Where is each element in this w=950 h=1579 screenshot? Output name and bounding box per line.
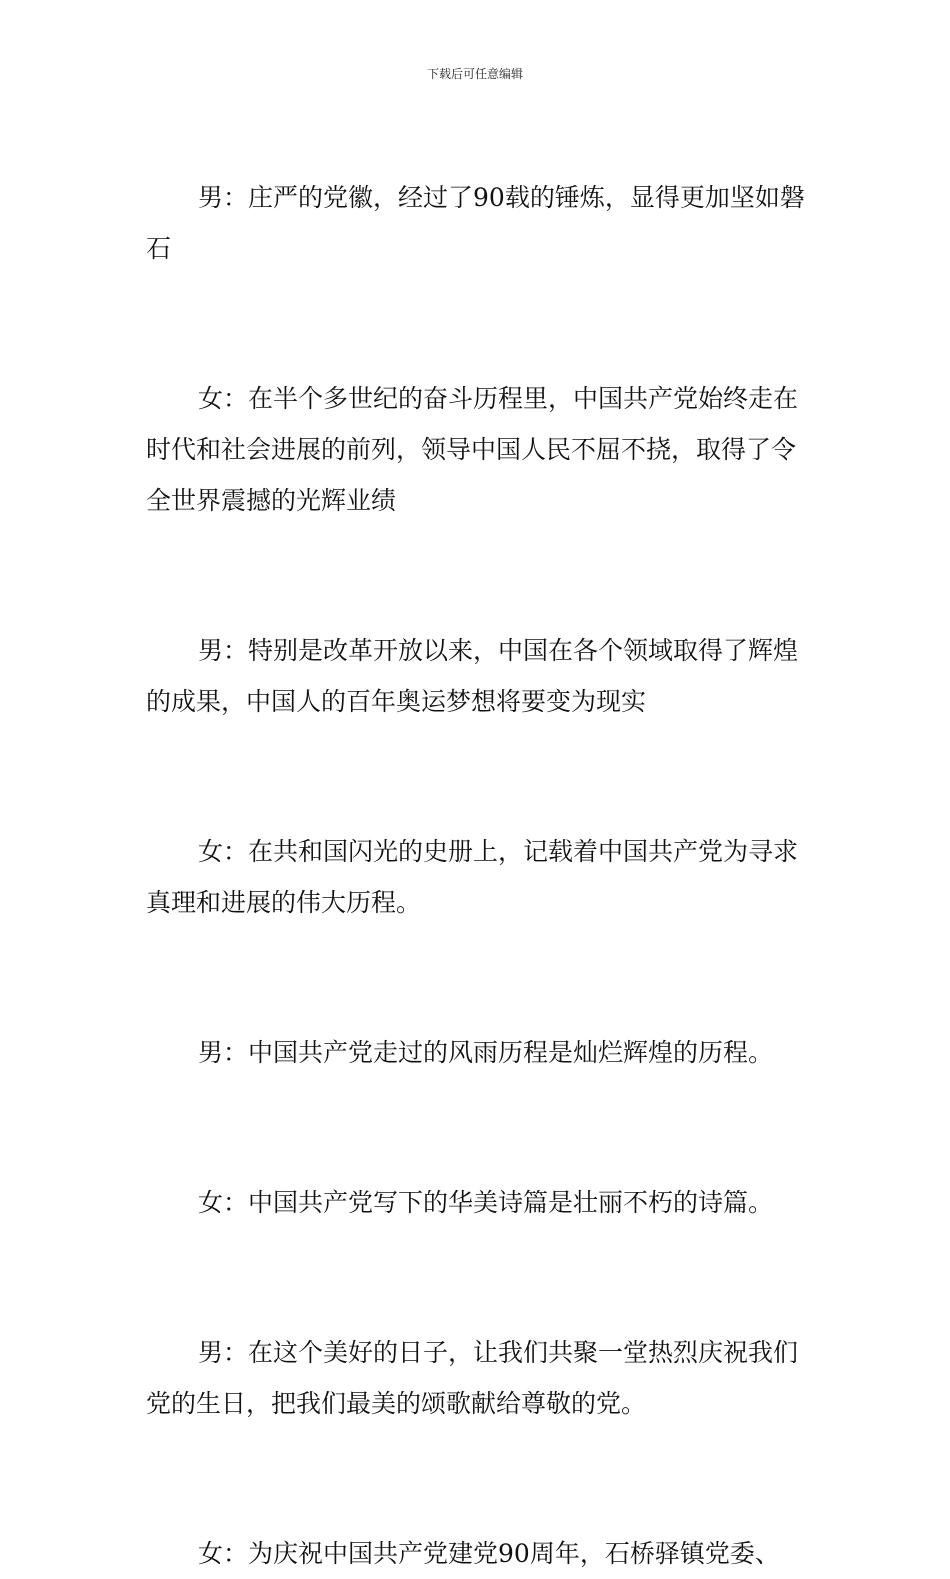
paragraph: [146, 373, 810, 526]
paragraph: [146, 625, 810, 727]
paragraph: [146, 1177, 810, 1228]
paragraph-text: 在半个多世纪的奋斗历程里，中国共产党始终走在时代和社会进展的前列，领导中国人民不屈不挠，取得了令全世界震撼的光辉业绩: [146, 384, 799, 515]
paragraph: [146, 1528, 810, 1579]
paragraph-text: 在共和国闪光的史册上，记载着中国共产党为寻求真理和进展的伟大历程。: [146, 837, 799, 917]
paragraph-text: 庄严的党徽，经过了90载的锤炼，显得更加坚如磐石: [146, 183, 805, 263]
paragraph-text: 在这个美好的日子，让我们共聚一堂热烈庆祝我们党的生日，把我们最美的颂歌献给尊敬的党。: [146, 1338, 799, 1418]
paragraph: [146, 172, 810, 274]
document-body: [146, 172, 810, 1579]
speaker-label: 女：: [198, 1539, 249, 1568]
paragraph: [146, 826, 810, 928]
paragraph-text: 为庆祝中国共产党建党90周年，石桥驿镇党委、: [248, 1539, 780, 1568]
speaker-label: 女：: [198, 837, 249, 866]
speaker-label: 男：: [198, 1038, 249, 1067]
paragraph: [146, 1027, 810, 1078]
paragraph-text: 特别是改革开放以来，中国在各个领域取得了辉煌的成果，中国人的百年奥运梦想将要变为现实: [146, 636, 799, 716]
speaker-label: 男：: [198, 1338, 249, 1367]
speaker-label: 女：: [198, 1188, 249, 1217]
paragraph-text: 中国共产党写下的华美诗篇是壮丽不朽的诗篇。: [248, 1188, 774, 1217]
paragraph: [146, 1327, 810, 1429]
speaker-label: 女：: [198, 384, 249, 413]
paragraph-text: 中国共产党走过的风雨历程是灿烂辉煌的历程。: [248, 1038, 774, 1067]
speaker-label: 男：: [198, 636, 249, 665]
header-note: 下载后可任意编辑: [426, 67, 523, 81]
speaker-label: 男：: [198, 183, 249, 212]
